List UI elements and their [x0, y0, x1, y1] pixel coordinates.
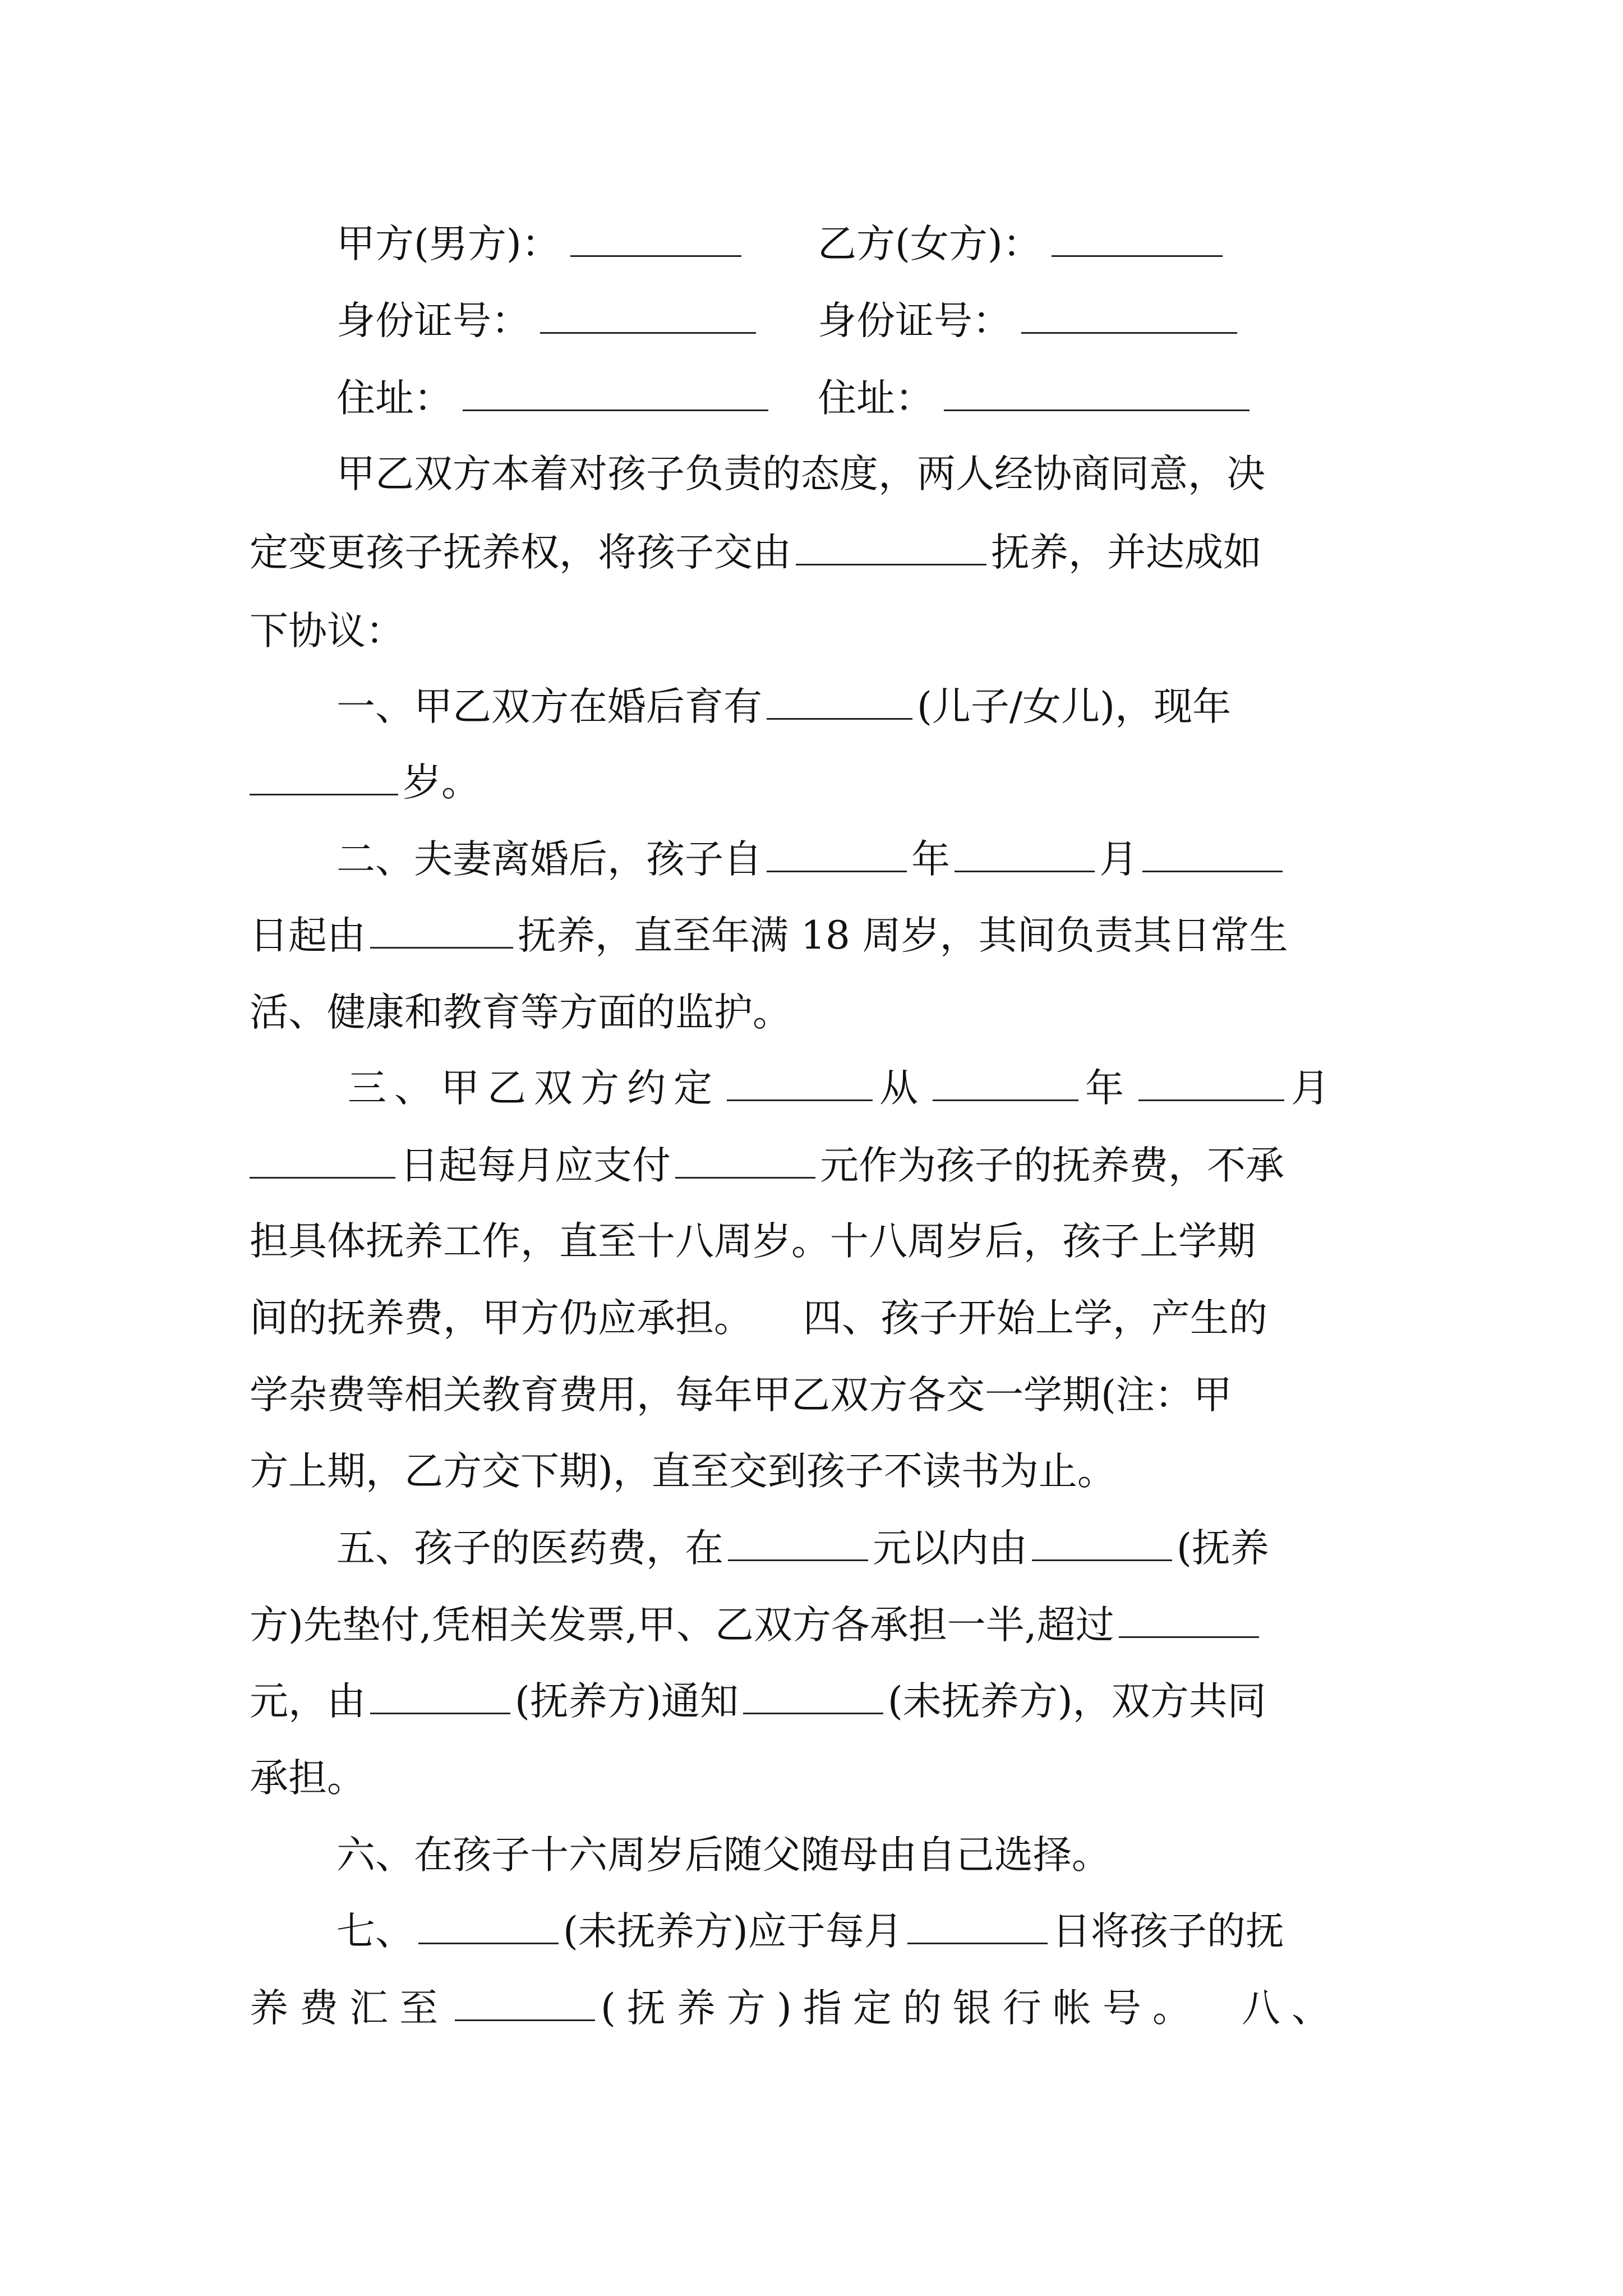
clause-4-line-2: 学杂费等相关教育费用，每年甲乙双方各交一学期(注：甲: [250, 1373, 1232, 1418]
clause-7-custodian-blank[interactable]: [455, 1986, 595, 2021]
clause-2-month-blank[interactable]: [955, 837, 1095, 872]
party-b-address-label: 住址：: [818, 376, 934, 421]
intro-line-2: 定变更孩子抚养权，将孩子交由 抚养，并达成如: [250, 530, 1262, 575]
clause-6-line-1: 六、在孩子十六周岁后随父随母由自己选择。: [336, 1833, 1110, 1878]
clause-7-payer-blank[interactable]: [418, 1909, 559, 1944]
party-b-id-line: [818, 293, 1237, 349]
clause-4-line-3: 方上期，乙方交下期)，直至交到孩子不读书为止。: [250, 1449, 1116, 1494]
custodian-blank[interactable]: [796, 530, 986, 565]
notifier-blank[interactable]: [370, 1679, 510, 1714]
party-b-line: [818, 216, 1223, 272]
child-gender-blank[interactable]: [767, 684, 912, 720]
clause-7-line-1: 七、 (未抚养方)应于每月 日将孩子的抚: [336, 1909, 1284, 1954]
party-b-id-blank[interactable]: [1021, 298, 1237, 334]
medical-limit-blank[interactable]: [728, 1526, 868, 1561]
party-a-id-blank[interactable]: [540, 298, 756, 334]
party-b-id-label: 身份证号：: [818, 298, 1011, 343]
party-a-address-line: [336, 370, 768, 426]
clause-2-year-blank[interactable]: [767, 837, 907, 872]
party-a-label: 甲方(男方)：: [336, 222, 560, 266]
clause-1-line-2: 岁。: [250, 754, 480, 811]
party-a-id-line: [336, 293, 756, 349]
clause-2-line-3: 活、健康和教育等方面的监护。: [250, 990, 791, 1035]
clause-5-line-3: 元，由 (抚养方)通知 (未抚养方)，双方共同: [250, 1679, 1266, 1724]
clause-3-amount-blank[interactable]: [675, 1143, 815, 1179]
party-b-address-blank[interactable]: [944, 376, 1249, 411]
clause-7-day-blank[interactable]: [907, 1909, 1048, 1944]
party-b-blank[interactable]: [1052, 222, 1223, 257]
clause-3-month-blank[interactable]: [1138, 1066, 1284, 1101]
intro-line-3: 下协议：: [250, 609, 404, 654]
party-b-label: 乙方(女方)：: [818, 222, 1041, 266]
medical-excess-blank[interactable]: [1119, 1603, 1259, 1638]
party-a-blank[interactable]: [570, 222, 741, 257]
clause-2-line-2: 日起由 抚养，直至年满 18 周岁，其间负责其日常生: [250, 913, 1288, 958]
clause-3-line-2: 日起每月应支付 元作为孩子的抚养费，不承: [250, 1138, 1284, 1194]
clause-5-line-4: 承担。: [250, 1756, 366, 1801]
party-a-id-label: 身份证号：: [336, 298, 530, 343]
child-age-blank[interactable]: [250, 760, 398, 795]
clause-1-line-1: 一、甲乙双方在婚后育有 (儿子/女儿)，现年: [336, 684, 1232, 729]
clause-2-line-1: 二、夫妻离婚后，孩子自 年 月: [336, 831, 1283, 887]
clause-5-line-2: 方)先垫付,凭相关发票,甲、乙双方各承担一半,超过: [250, 1597, 1259, 1653]
clause-3-line-1: 三、甲乙双方约定 从 年 月: [348, 1066, 1338, 1111]
intro-line-1: 甲乙双方本着对孩子负责的态度，两人经协商同意，决: [336, 452, 1265, 496]
party-b-address-line: [818, 370, 1249, 426]
party-a-address-blank[interactable]: [463, 376, 768, 411]
clause-3-line-4: 间的抚养费，甲方仍应承担。 四、孩子开始上学，产生的: [250, 1296, 1267, 1341]
clause-2-custodian-blank[interactable]: [370, 913, 513, 949]
medical-payer-blank[interactable]: [1032, 1526, 1172, 1561]
clause-3-day-blank[interactable]: [250, 1143, 395, 1179]
party-a-line: [336, 216, 741, 272]
clause-3-line-3: 担具体抚养工作，直至十八周岁。十八周岁后，孩子上学期: [250, 1219, 1256, 1264]
clause-3-year-blank[interactable]: [933, 1066, 1078, 1101]
clause-2-day-blank[interactable]: [1142, 837, 1283, 872]
clause-5-line-1: 五、孩子的医药费，在 元以内由 (抚养: [336, 1526, 1269, 1571]
clause-3-payer-blank[interactable]: [727, 1066, 873, 1101]
clause-7-line-2: 养费汇至 (抚养方)指定的银行帐号。 八、: [250, 1986, 1341, 2031]
notified-blank[interactable]: [743, 1679, 883, 1714]
party-a-address-label: 住址：: [336, 376, 453, 421]
